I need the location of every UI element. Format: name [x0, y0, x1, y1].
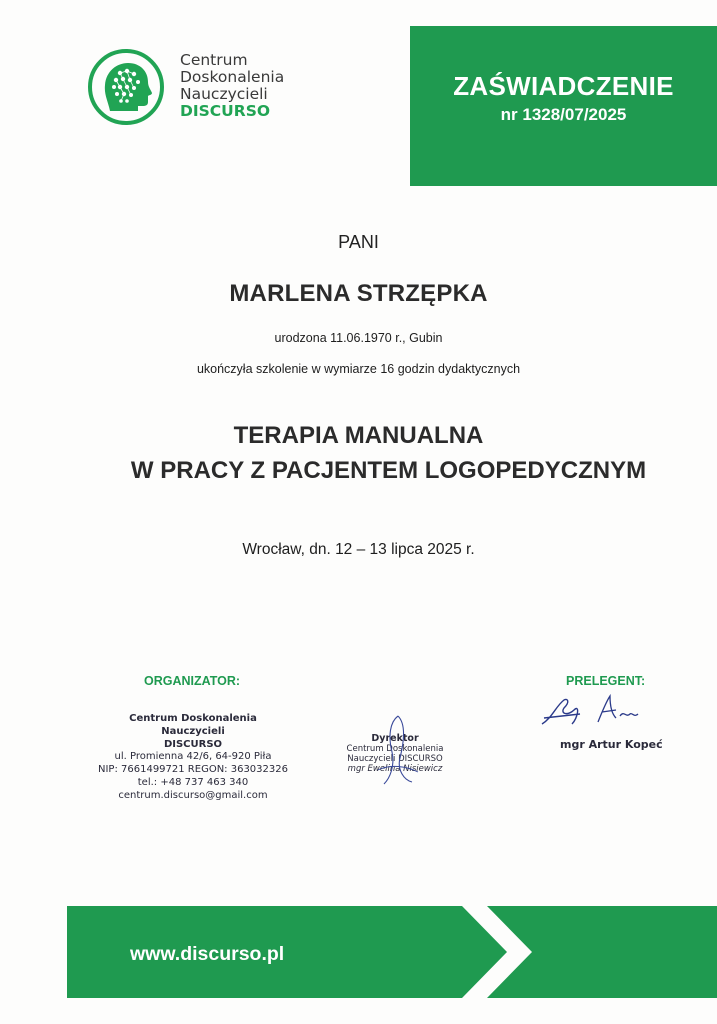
- organizer-stamp: [96, 713, 290, 803]
- organizer-brand: DISCURSO: [163, 738, 223, 750]
- organizer-address: ul. Promienna 42/6, 64-920 Piła: [114, 751, 272, 763]
- director-line-2: Nauczycieli DISCURSO: [347, 754, 443, 764]
- speaker-name: mgr Artur Kopeć: [560, 738, 663, 751]
- logo-line-3: Nauczycieli: [180, 85, 268, 103]
- salutation: PANI: [338, 232, 379, 252]
- birth-info: urodzona 11.06.1970 r., Gubin: [274, 331, 443, 345]
- website-link[interactable]: www.discurso.pl: [130, 943, 285, 965]
- organizer-name: Centrum Doskonalenia Nauczycieli: [129, 713, 257, 737]
- organizer-phone: tel.: +48 737 463 340: [137, 776, 249, 788]
- organizer-email: centrum.discurso@gmail.com: [118, 789, 268, 801]
- recipient-name: MARLENA STRZĘPKA: [229, 280, 488, 307]
- place-date: Wrocław, dn. 12 – 13 lipca 2025 r.: [242, 541, 475, 558]
- logo-line-2: Doskonalenia: [180, 68, 285, 86]
- completion-statement: ukończyła szkolenie w wymiarze 16 godzin dydaktycznych: [196, 362, 521, 376]
- logo-line-1: Centrum: [180, 51, 248, 69]
- certificate-title: ZAŚWIADCZENIE: [453, 71, 674, 101]
- speaker-signature: [534, 688, 654, 730]
- director-title: Dyrektor: [371, 733, 419, 744]
- speaker-heading: PRELEGENT:: [566, 674, 646, 688]
- director-signature: [360, 712, 430, 790]
- course-title-line-1: TERAPIA MANUALNA: [233, 422, 484, 449]
- head-network-icon: [86, 47, 166, 127]
- logo-mark: [86, 47, 166, 127]
- logo-brand: DISCURSO: [180, 102, 271, 120]
- organizer-heading: ORGANIZATOR:: [143, 674, 241, 688]
- director-line-1: Centrum Doskonalenia: [346, 744, 444, 754]
- director-name: mgr Ewelina Nisiewicz: [347, 764, 443, 774]
- logo-wordmark: [180, 52, 284, 120]
- organizer-nip-regon: NIP: 7661499721 REGON: 363032326: [98, 764, 288, 776]
- course-title-line-2: W PRACY Z PACJENTEM LOGOPEDYCZNYM: [130, 457, 647, 484]
- certificate-number: nr 1328/07/2025: [500, 105, 627, 124]
